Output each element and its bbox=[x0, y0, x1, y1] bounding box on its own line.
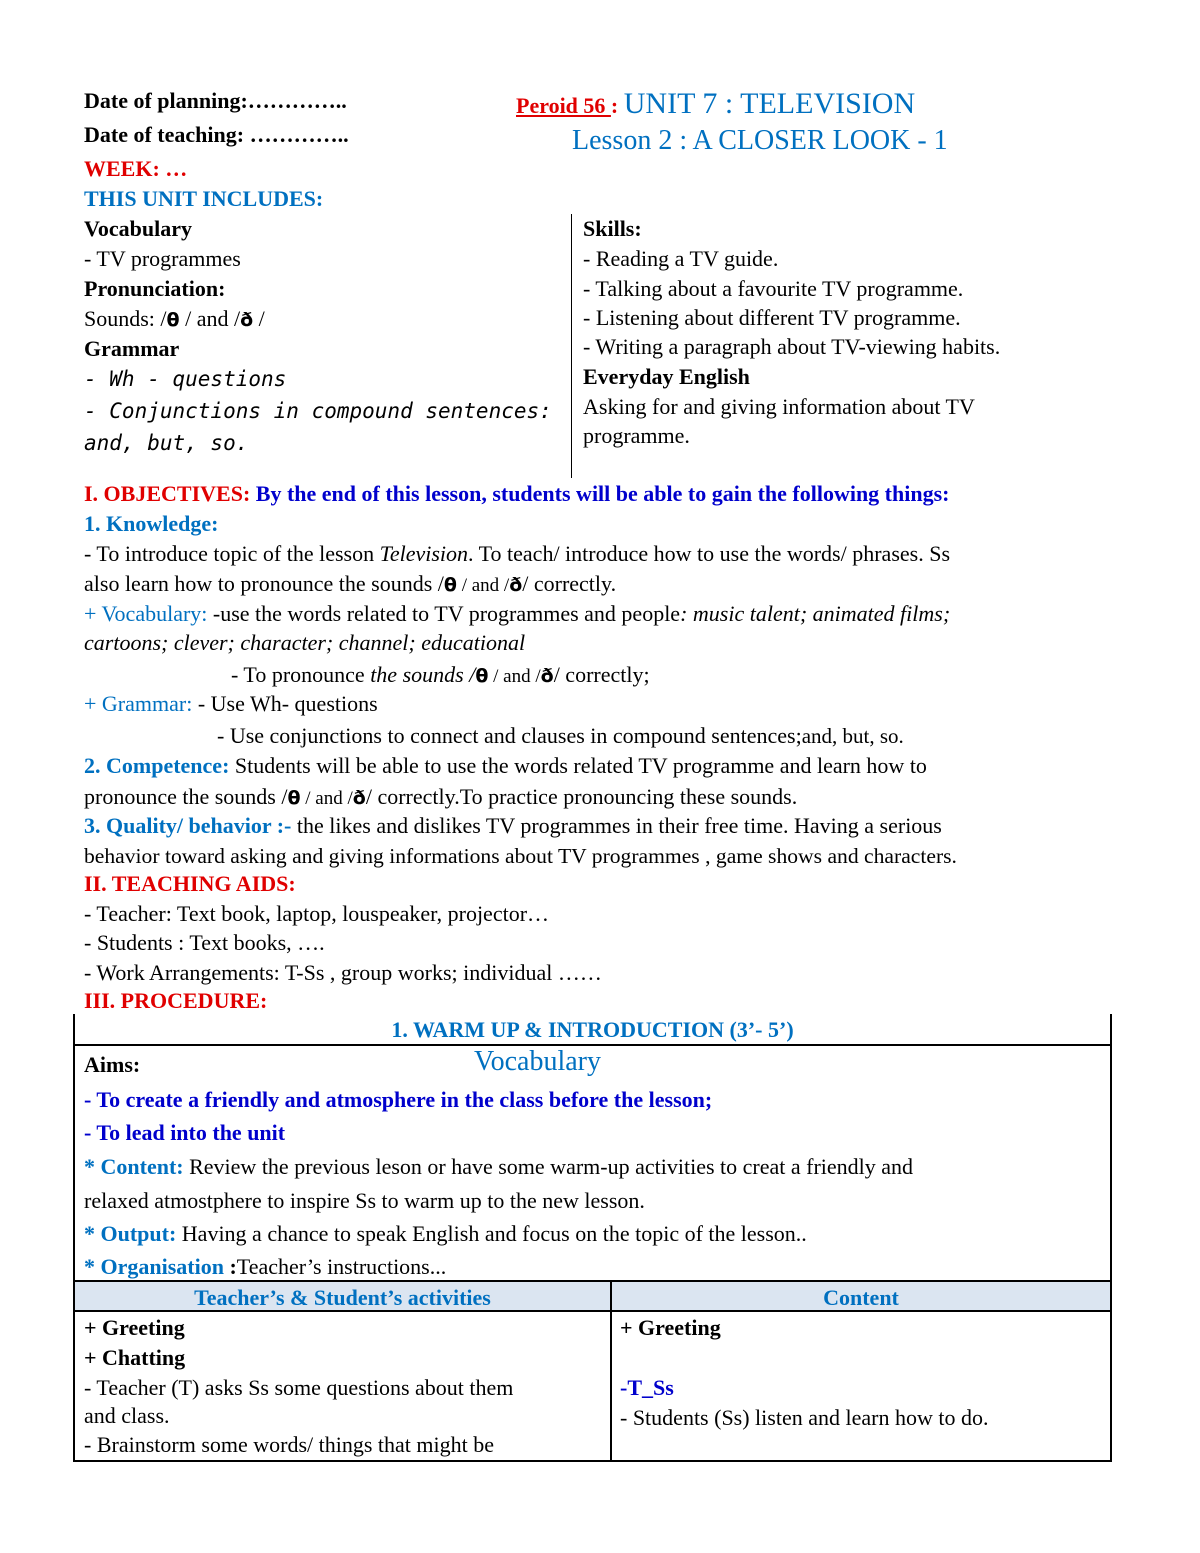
teaching-aid-item: - Teacher: Text book, laptop, louspeaker, projector… bbox=[84, 901, 550, 926]
activity-item: and class. bbox=[84, 1403, 170, 1428]
content-line: * Content: Review the previous leson or have some warm-up activities to creat a friendly and bbox=[84, 1154, 914, 1179]
teaching-aid-item: - Work Arrangements: T-Ss , group works; individual …… bbox=[84, 960, 602, 985]
skills-heading: Skills: bbox=[583, 216, 642, 241]
objectives-heading: I. OBJECTIVES: bbox=[84, 481, 251, 506]
skill-item: - Talking about a favourite TV programme. bbox=[583, 276, 964, 301]
grammar-heading: Grammar bbox=[84, 336, 180, 361]
everyday-english-text: Asking for and giving information about TV bbox=[583, 394, 975, 419]
activity-item: + Greeting bbox=[84, 1315, 185, 1340]
activity-item: + Chatting bbox=[84, 1345, 186, 1370]
pronunciation-heading: Pronunciation: bbox=[84, 276, 226, 301]
vocabulary-heading: Vocabulary bbox=[84, 216, 192, 241]
skill-item: - Listening about different TV programme. bbox=[583, 305, 961, 330]
content-item: -T_Ss bbox=[620, 1375, 674, 1400]
column-header-content: Content bbox=[823, 1285, 899, 1310]
everyday-english-heading: Everyday English bbox=[583, 364, 750, 389]
column-divider bbox=[571, 214, 572, 478]
warmup-heading: 1. WARM UP & INTRODUCTION (3’- 5’) bbox=[391, 1017, 794, 1042]
table-border-right bbox=[1110, 1014, 1112, 1462]
vocabulary-item: - TV programmes bbox=[84, 246, 241, 271]
vocabulary-section-title: Vocabulary bbox=[474, 1046, 601, 1077]
organisation-label: * Organisation bbox=[84, 1254, 230, 1279]
content-item: - Students (Ss) listen and learn how to do. bbox=[620, 1405, 989, 1430]
theta-symbol: θ bbox=[166, 309, 180, 331]
aims-label: Aims: bbox=[84, 1052, 141, 1077]
everyday-english-text: programme. bbox=[583, 423, 690, 448]
teaching-aids-heading: II. TEACHING AIDS: bbox=[84, 871, 296, 896]
unit-title: UNIT 7 : TELEVISION bbox=[623, 87, 916, 120]
column-header-activities: Teacher’s & Student’s activities bbox=[194, 1285, 491, 1310]
activity-item: - Brainstorm some words/ things that might be bbox=[84, 1432, 495, 1457]
vocabulary-word-list: cartoons; clever; character; channel; educational bbox=[84, 630, 526, 655]
output-label: * Output: bbox=[84, 1221, 177, 1246]
objectives-line: I. OBJECTIVES: By the end of this lesson, students will be able to gain the following things: bbox=[84, 481, 950, 506]
week-label: WEEK: … bbox=[84, 156, 188, 181]
quality-line: behavior toward asking and giving informations about TV programmes , game shows and characters. bbox=[84, 844, 957, 868]
content-label: * Content: bbox=[84, 1154, 184, 1179]
knowledge-line: - To introduce topic of the lesson Television. To teach/ introduce how to use the words/ phrases. Ss bbox=[84, 541, 951, 566]
output-line: * Output: Having a chance to speak English and focus on the topic of the lesson.. bbox=[84, 1221, 807, 1246]
lesson-title: Lesson 2 : A CLOSER LOOK - 1 bbox=[572, 125, 948, 156]
table-border-bottom bbox=[73, 1460, 1112, 1462]
content-item: + Greeting bbox=[620, 1315, 721, 1340]
activity-item: - Teacher (T) asks Ss some questions about them bbox=[84, 1375, 514, 1400]
sounds-line: Sounds: /θ / and /ð / bbox=[84, 306, 265, 331]
quality-line: 3. Quality/ behavior :- the likes and dislikes TV programmes in their free time. Having a serious bbox=[84, 813, 942, 838]
period-number: Peroid 56 bbox=[516, 93, 611, 118]
period-title: Peroid 56 : UNIT 7 : TELEVISION bbox=[516, 87, 916, 120]
skill-item: - Writing a paragraph about TV-viewing habits. bbox=[583, 334, 1001, 359]
date-of-teaching: Date of teaching: ………….. bbox=[84, 122, 349, 147]
skill-item: - Reading a TV guide. bbox=[583, 246, 779, 271]
aim-item: - To create a friendly and atmosphere in the class before the lesson; bbox=[84, 1087, 713, 1112]
procedure-heading: III. PROCEDURE: bbox=[84, 988, 268, 1013]
unit-includes-heading: THIS UNIT INCLUDES: bbox=[84, 186, 324, 211]
table-border-left bbox=[73, 1014, 75, 1462]
grammar-item-wh: - Wh - questions bbox=[84, 367, 287, 391]
aim-item: - To lead into the unit bbox=[84, 1120, 286, 1145]
teaching-aid-item: - Students : Text books, …. bbox=[84, 930, 325, 955]
organisation-line: * Organisation :Teacher’s instructions... bbox=[84, 1254, 447, 1279]
competence-line: 2. Competence: Students will be able to use the words related TV programme and learn how to bbox=[84, 753, 927, 778]
date-of-planning: Date of planning:………….. bbox=[84, 88, 347, 113]
pronunciation-objective: - To pronounce the sounds /θ / and /ð/ correctly; bbox=[231, 662, 650, 687]
eth-symbol: ð bbox=[240, 309, 254, 331]
grammar-item-conjunctions: - Conjunctions in compound sentences: bbox=[84, 399, 552, 423]
knowledge-heading: 1. Knowledge: bbox=[84, 511, 219, 536]
grammar-objective: + Grammar: - Use Wh- questions bbox=[84, 691, 378, 716]
grammar-item-conjunction-list: and, but, so. bbox=[84, 431, 249, 455]
competence-heading: 2. Competence: bbox=[84, 753, 230, 778]
knowledge-line: also learn how to pronounce the sounds /θ / and /ð/ correctly. bbox=[84, 571, 617, 596]
content-line: relaxed atmostphere to inspire Ss to warm up to the new lesson. bbox=[84, 1188, 645, 1213]
grammar-objective-conjunctions: - Use conjunctions to connect and clauses in compound sentences;and, but, so. bbox=[217, 723, 904, 748]
vocabulary-objective: + Vocabulary: -use the words related to TV programmes and people: music talent; animated films; bbox=[84, 601, 951, 626]
competence-line: pronounce the sounds /θ / and /ð/ correctly.To practice pronouncing these sounds. bbox=[84, 784, 798, 809]
quality-heading: 3. Quality/ behavior :- bbox=[84, 813, 292, 838]
